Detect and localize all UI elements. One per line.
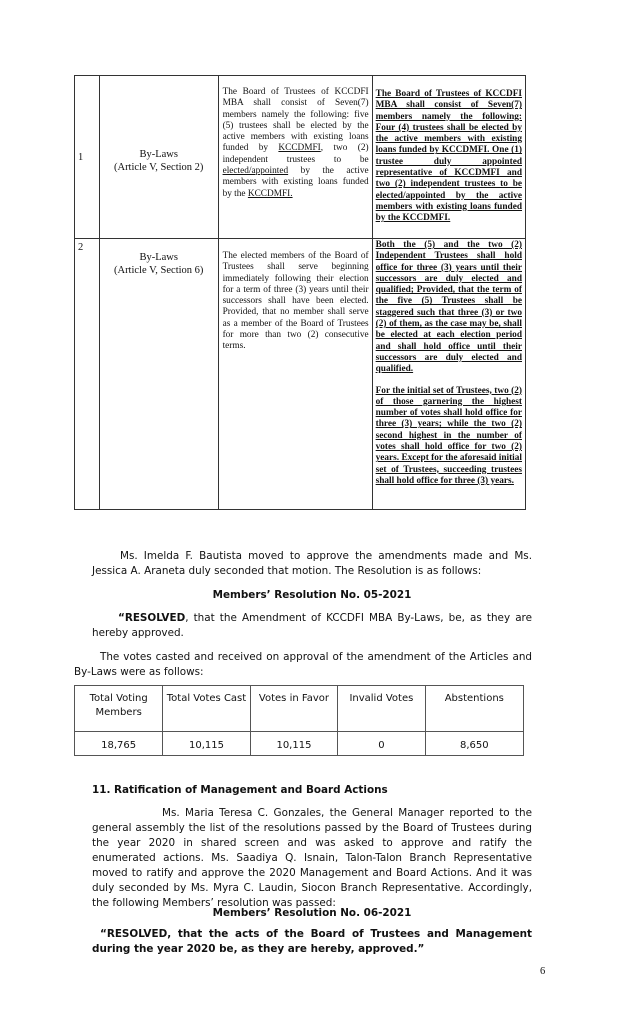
original-provision-text: The Board of Trustees of KCCDFI MBA shall consist of Seven(7) members namely the following: five (5) trustees shall be elected by the active members with existing loans funded by KCCDMFI, two (2) independent trustees to be elected/appointed by the active members with existing loans funded by the KCCDMFI. (218, 76, 372, 239)
value-invalid-votes: 0 (338, 732, 425, 756)
provision-name: By-Laws (139, 252, 178, 263)
provision-cell (99, 239, 218, 510)
provision-section: (Article V, Section 2) (113, 162, 204, 173)
header-total-votes-cast: Total Votes Cast (163, 686, 250, 732)
header-invalid-votes: Invalid Votes (338, 686, 425, 732)
votes-value-row (75, 732, 524, 756)
original-provision-text: The elected members of the Board of Trustees shall serve beginning immediately following their election for a term of three (3) years until their successors shall have been elected. Provided, that no member shall serve as a member of the Board of Trustees for more than two (2) consecutive terms. (218, 239, 372, 510)
value-total-voting-members: 18,765 (75, 732, 163, 756)
votes-header-row (75, 686, 524, 732)
provision-name: By-Laws (139, 149, 178, 160)
amended-provision-text (372, 76, 525, 239)
amended-paragraph: For the initial set of Trustees, two (2) of those garnering the highest number of votes shall hold office for three (3) years; while the two (2) second highest in the number of votes shall hold office for two (2) years. Except for the aforesaid initial set of Trustees, succeeding trustees shall hold office for three (3) years. (375, 385, 522, 486)
header-total-voting-members: Total Voting Members (75, 686, 163, 732)
page-number: 6 (540, 966, 546, 977)
value-abstentions: 8,650 (425, 732, 523, 756)
row-number: 2 (75, 239, 100, 510)
votes-table (74, 685, 524, 756)
row-number: 1 (75, 76, 100, 239)
header-votes-in-favor: Votes in Favor (250, 686, 337, 732)
resolved-keyword: “RESOLVED (118, 612, 186, 624)
amended-provision-text (372, 239, 525, 510)
motion-paragraph: Ms. Imelda F. Bautista moved to approve the amendments made and Ms. Jessica A. Araneta duly seconded that motion. The Resolution is as follows: (92, 550, 532, 577)
provision-cell (99, 76, 218, 239)
value-total-votes-cast: 10,115 (163, 732, 250, 756)
amended-paragraph: The Board of Trustees of KCCDFI MBA shall consist of Seven(7) members namely the following: Four (4) trustees shall be elected by the active members with existing loans funded by KCCDMFI. One (1) trustee duly appointed representative of KCCDMFI and two (2) independent trustees to be elected/appointed by the active members with existing loans funded by the KCCDMFI. (375, 89, 522, 224)
votes-intro: The votes casted and received on approval of the amendment of the Articles and By-Laws were as follows: (74, 651, 532, 678)
amendment-row (75, 239, 526, 510)
resolution-06-title: Members’ Resolution No. 06-2021 (212, 907, 412, 919)
resolution-06-text: “RESOLVED, that the acts of the Board of Trustees and Management during the year 2020 be, as they are hereby, approved.” (92, 928, 532, 955)
amendment-table (74, 75, 526, 510)
amended-paragraph: Both the (5) and the two (2) Independent Trustees shall hold office for three (3) years until their successors are duly elected and qualified; Provided, that the term of the five (5) Trustees shall be staggered such that three (3) or two (2) of them, as the case may be, shall be elected at each election period and shall hold office until their successors are duly elected and qualified. (375, 240, 522, 375)
header-abstentions: Abstentions (425, 686, 523, 732)
provision-section: (Article V, Section 6) (113, 265, 204, 276)
resolution-05-title: Members’ Resolution No. 05-2021 (212, 589, 412, 601)
resolution-05-body: , that the Amendment of KCCDFI MBA By-Laws, be, as they are hereby approved. (92, 612, 532, 639)
resolution-05-text (92, 611, 532, 641)
amendment-row (75, 76, 526, 239)
section-11-paragraph: Ms. Maria Teresa C. Gonzales, the General Manager reported to the general assembly the list of the resolutions passed by the Board of Trustees during the year 2020 in shared screen and was asked to approve and ratify the enumerated actions. Ms. Saadiya Q. Isnain, Talon-Talon Branch Representative moved to ratify and approve the 2020 Management and Board Actions. And it was duly seconded by Ms. Myra C. Laudin, Siocon Branch Representative. Accordingly, the following Members’ resolution was passed: (92, 807, 532, 909)
section-11-heading: 11. Ratification of Management and Board Actions (92, 784, 388, 796)
value-votes-in-favor: 10,115 (250, 732, 337, 756)
